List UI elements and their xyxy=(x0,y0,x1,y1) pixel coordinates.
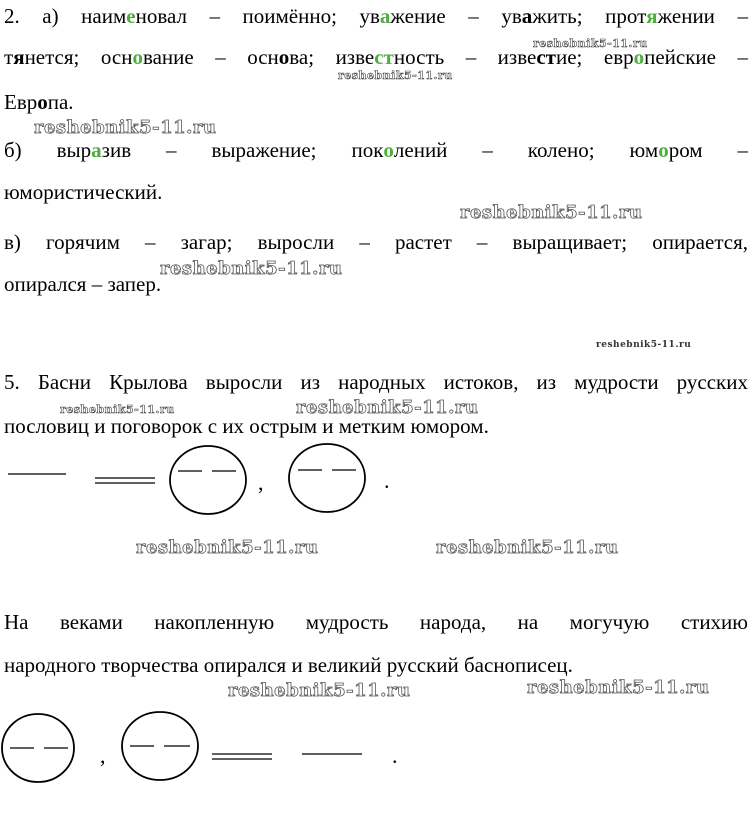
watermark: reshebnik5-11.ru xyxy=(296,397,479,418)
period-mark: . xyxy=(392,743,398,768)
watermark: reshebnik5-11.ru xyxy=(533,37,648,50)
watermark: reshebnik5-11.ru xyxy=(596,340,692,350)
watermark: reshebnik5-11.ru xyxy=(34,117,217,138)
comma-mark: , xyxy=(100,743,106,768)
watermark: reshebnik5-11.ru xyxy=(436,537,619,558)
watermark: reshebnik5-11.ru xyxy=(228,680,411,701)
period-mark: . xyxy=(384,468,390,493)
comma-mark: , xyxy=(258,470,264,495)
task5-sentence2-line-2: народного творчества опирался и великий русский баснописец. xyxy=(4,653,573,677)
task5-sentence1-line-2: пословиц и поговорок с их острым и метким юмором. xyxy=(4,414,489,438)
section-b-line-2: юмористический. xyxy=(4,180,163,204)
watermark: reshebnik5-11.ru xyxy=(60,403,175,416)
watermark: reshebnik5-11.ru xyxy=(460,202,643,223)
sentence2-scheme xyxy=(0,708,420,788)
section-c-line-2: опирался – запер. xyxy=(4,272,162,296)
watermark: reshebnik5-11.ru xyxy=(527,677,710,698)
section-a-line-2: тянется; основание – основа; известность – известие; европейские – xyxy=(4,45,748,69)
watermark: reshebnik5-11.ru xyxy=(136,537,319,558)
sentence1-scheme xyxy=(0,440,420,520)
adverbial-circle xyxy=(289,444,365,512)
task5-sentence1-line-1: 5. Басни Крылова выросли из народных истоков, из мудрости русских xyxy=(4,370,748,394)
adverbial-circle xyxy=(170,446,246,514)
section-a-line-3: Европа. xyxy=(4,90,74,114)
section-b-line-1: б) выразив – выражение; поколений – колено; юмором – xyxy=(4,138,749,162)
section-c-line-1: в) горячим – загар; выросли – растет – выращивает; опирается, xyxy=(4,230,748,254)
watermark: reshebnik5-11.ru xyxy=(160,258,343,279)
watermark: reshebnik5-11.ru xyxy=(338,69,453,82)
task5-sentence2-line-1: На веками накопленную мудрость народа, на могучую стихию xyxy=(4,610,748,634)
section-a-line-1: 2. а) наименовал – поимённо; уважение – уважить; протяжении – xyxy=(4,4,748,28)
